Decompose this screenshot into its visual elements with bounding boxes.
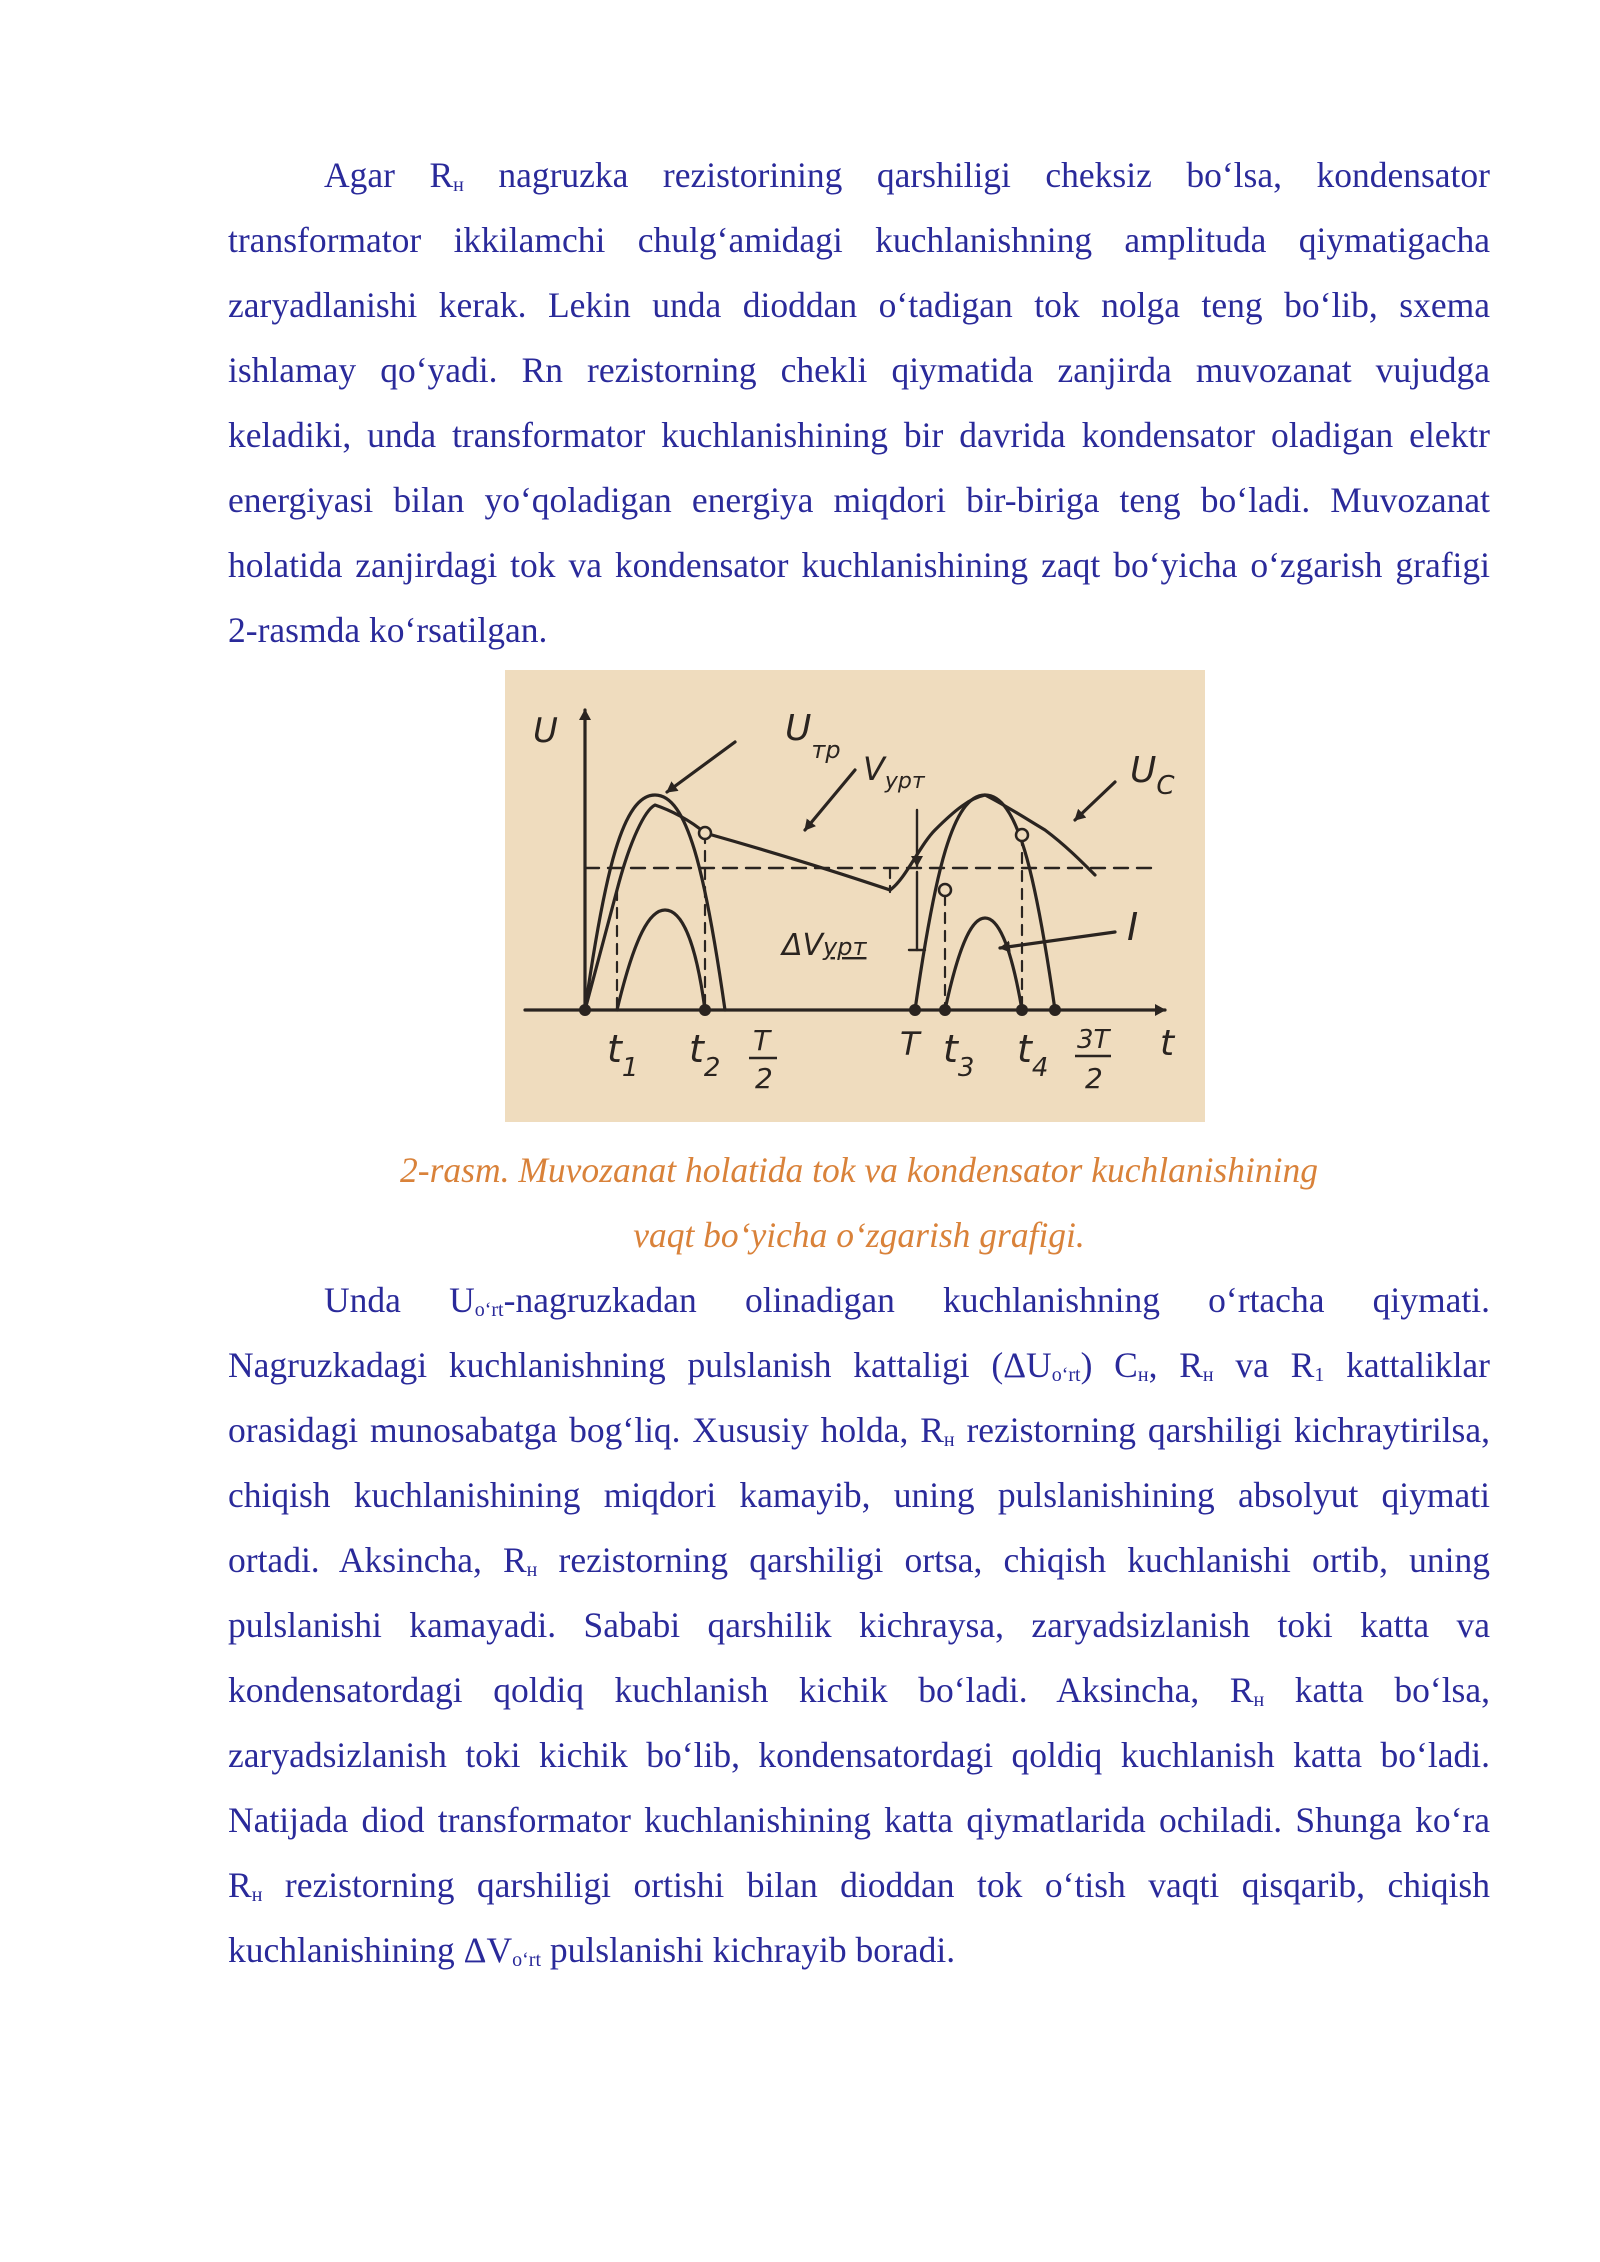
svg-text:t1: $t_1$ bbox=[607, 1027, 639, 1083]
u-c-pointer bbox=[1075, 782, 1115, 820]
paragraph-2: Unda $U_{o‘rt}$-nagruzkadan olinadigan kuchlanishning o‘rtacha qiymati. Nagruzkadagi kuchlanishning pulslanish kattaligi $(\Delta U_{o‘rt})$ $C_н$, $R_н$ va $R_1$ kattaliklar orasidagi munosabatga bog‘liq. Xususiy holda, $R_н$ rezistorning qarshiligi kichraytirilsa, chiqish kuchlanishining miqdori kamayib, uning pulslanishining absolyut qiymati ortadi. Aksincha, $R_н$ rezistorning qarshiligi ortsa, chiqish kuchlanishi ortib, uning pulslanishi kamayadi. Sababi qarshilik kichraysa, zaryadsizlanish toki katta va kondensatordagi qoldiq kuchlanish kichik bo‘ladi. Aksincha, $R_н$ katta bo‘lsa, zaryadsizlanish toki kichik bo‘lib, kondensatordagi qoldiq kuchlanish katta bo‘ladi. Natijada diod transformator kuchlanishining katta qiymatlarida ochiladi. Shunga ko‘ra $R_н$ rezistorning qarshiligi ortishi bilan dioddan tok o‘tish vaqti qisqarib, chiqish kuchlanishining $\Delta V_{o‘rt}$ pulslanishi kichrayib boradi. bbox=[228, 1280, 1491, 1971]
current-label: I bbox=[1127, 905, 1139, 949]
three-half-T-num: 3T bbox=[1077, 1025, 1110, 1055]
svg-text:t3: $t_3$ bbox=[943, 1027, 975, 1083]
paragraph-1 bbox=[228, 143, 1490, 663]
three-half-T-den: 2 bbox=[1085, 1062, 1103, 1095]
delta-v-label: ΔV bbox=[782, 928, 824, 963]
current-pulse-2 bbox=[945, 918, 1022, 1010]
t2-label: t bbox=[689, 1027, 704, 1071]
svg-text:Uтр: $U_{тр}$ bbox=[785, 708, 841, 764]
y-axis-label: U bbox=[533, 711, 558, 751]
t3-label: t bbox=[943, 1027, 958, 1071]
x-axis-label: t bbox=[1160, 1023, 1175, 1064]
u-tr-pointer bbox=[667, 742, 735, 792]
current-pulse-1 bbox=[617, 910, 705, 1010]
current-pointer bbox=[1000, 932, 1115, 948]
u-c-curve bbox=[585, 795, 1095, 1010]
p1-sub: н bbox=[453, 174, 464, 196]
half-T-den: 2 bbox=[755, 1062, 773, 1095]
figure-2-diagram bbox=[505, 670, 1205, 1122]
T-label: T bbox=[900, 1025, 920, 1063]
figure-caption-line-2: vaqt bo‘yicha o‘zgarish grafigi. bbox=[633, 1215, 1085, 1255]
v-urt-label: V bbox=[863, 750, 885, 788]
u-c-label: U bbox=[1130, 750, 1157, 791]
figure-caption-line-1: 2-rasm. Muvozanat holatida tok va kondensator kuchlanishining bbox=[400, 1150, 1318, 1190]
v-urt-pointer bbox=[805, 770, 855, 830]
half-T-num: T bbox=[753, 1024, 771, 1057]
t1-label: t bbox=[607, 1027, 622, 1071]
svg-text:UC: $U_C$ bbox=[1130, 750, 1175, 801]
u-tr-label: U bbox=[785, 708, 812, 749]
svg-text:ΔVурт: ΔVурт bbox=[782, 928, 867, 963]
p1-text-a: Agar R bbox=[324, 155, 454, 195]
svg-text:Vурт: $V_{урт}$ bbox=[863, 750, 925, 794]
svg-text:t2: $t_2$ bbox=[689, 1027, 721, 1083]
p1-text-b: nagruzka rezistorining qarshiligi cheksiz bo‘lsa, kondensator transformator ikkilamchi chulg‘amidagi kuchlanishning amplituda qiymatigacha zaryadlanishi kerak. Lekin unda dioddan o‘tadigan tok nolga teng bo‘lib, sxema ishlamay qo‘yadi. Rn rezistorning chekli qiymatida zanjirda muvozanat vujudga keladiki, unda transformator kuchlanishining bir davrida kondensator oladigan elektr energiyasi bilan yo‘qoladigan energiya miqdori bir-biriga teng bo‘ladi. Muvozanat holatida zanjirdagi tok va kondensator kuchlanishining zaqt bo‘yicha o‘zgarish grafigi 2-rasmda ko‘rsatilgan. bbox=[228, 155, 1490, 650]
svg-text:t4: $t_4$ bbox=[1017, 1027, 1049, 1083]
t4-label: t bbox=[1017, 1027, 1032, 1071]
